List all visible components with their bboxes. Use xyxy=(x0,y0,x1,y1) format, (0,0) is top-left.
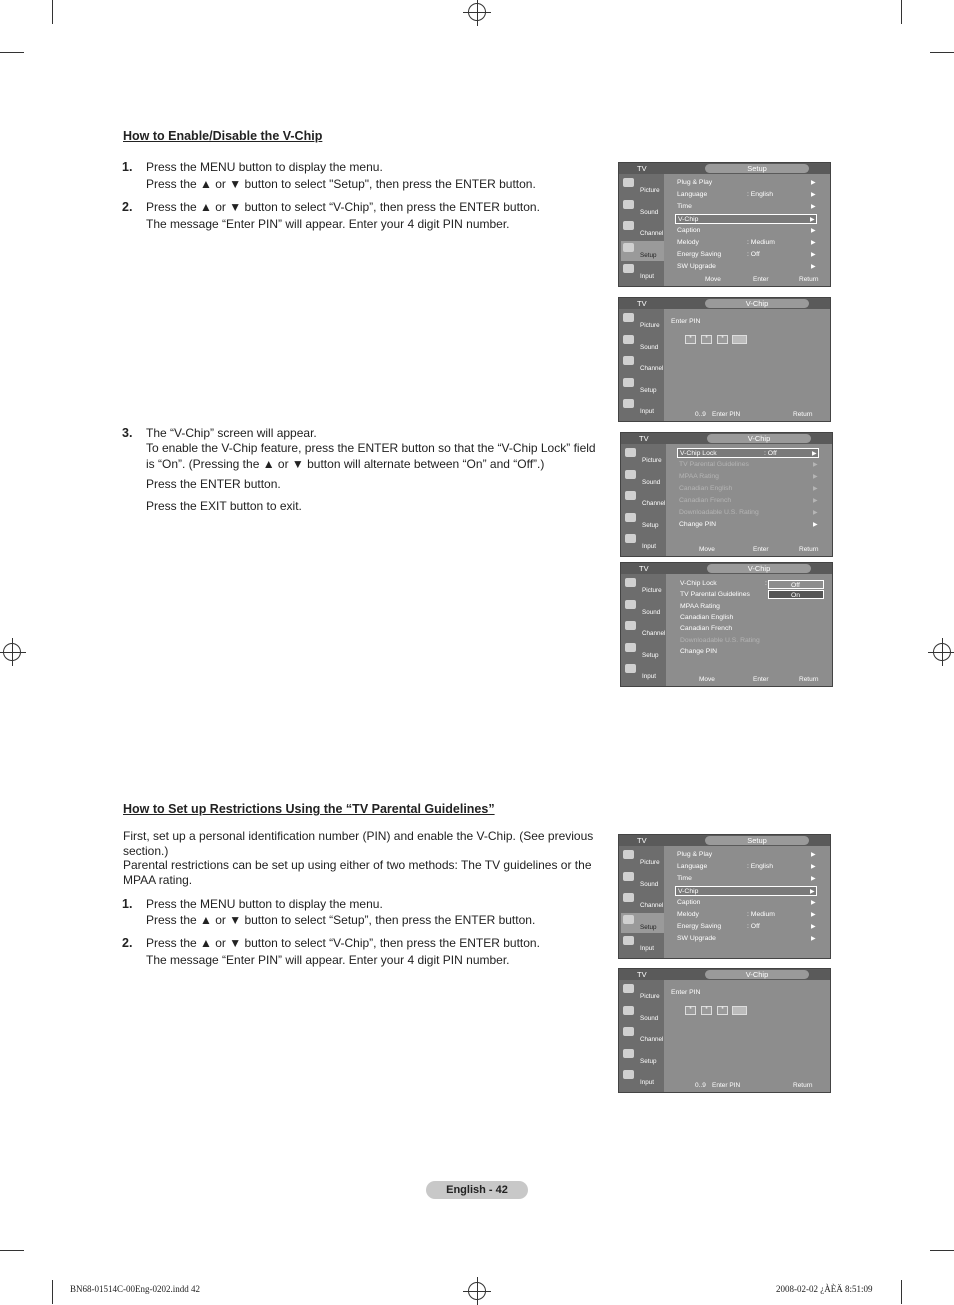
menu-row-label: Language xyxy=(677,191,708,198)
menu-row xyxy=(677,250,817,260)
channel-icon xyxy=(625,491,636,500)
page-number: English - 42 xyxy=(426,1181,528,1199)
sidebar-item-label: Input xyxy=(642,543,657,550)
foot-move: Move xyxy=(699,676,715,683)
channel-icon xyxy=(623,1027,634,1036)
menu-row xyxy=(677,190,817,200)
chevron-right-icon: ▶ xyxy=(811,912,816,918)
tv-screen-vchip xyxy=(620,432,833,557)
menu-row xyxy=(677,178,817,188)
step-text: Press the ▲ or ▼ button to select “V-Chip”, then press the ENTER button. xyxy=(146,936,540,950)
menu-row xyxy=(677,910,817,920)
chevron-right-icon: ▶ xyxy=(811,264,816,270)
foot-move: Move xyxy=(705,276,721,283)
foot-return: Return xyxy=(793,1082,813,1089)
sound-icon xyxy=(625,470,636,479)
chevron-right-icon: ▶ xyxy=(813,474,818,480)
step-text: Press the ▲ or ▼ button to select “Setup”, then press the ENTER button. xyxy=(146,913,536,927)
menu-row xyxy=(680,636,820,646)
sidebar-item-label: Channel xyxy=(640,365,664,372)
sidebar-item-label: Picture xyxy=(642,587,662,594)
sidebar-item-label: Sound xyxy=(642,608,661,616)
foot-enter: Enter xyxy=(753,546,769,553)
chevron-right-icon: ▶ xyxy=(811,204,816,210)
chevron-right-icon: ▶ xyxy=(810,889,815,895)
tv-screen-setup xyxy=(618,834,831,959)
chevron-right-icon: ▶ xyxy=(813,486,818,492)
chevron-right-icon: ▶ xyxy=(811,864,816,870)
tv-screen-enter-pin xyxy=(618,968,831,1093)
menu-row-label: Change PIN xyxy=(679,521,717,528)
pin-digit-box: * xyxy=(701,1006,712,1015)
menu-row-label: Caption xyxy=(677,899,701,906)
chevron-right-icon: ▶ xyxy=(811,900,816,906)
step-text: Press the MENU button to display the menu. xyxy=(146,897,383,911)
foot-move: Move xyxy=(699,546,715,553)
channel-icon xyxy=(623,893,634,902)
chevron-right-icon: ▶ xyxy=(811,936,816,942)
step-text: Press the EXIT button to exit. xyxy=(146,499,302,513)
menu-row xyxy=(677,850,817,860)
tv-sidebar xyxy=(621,444,666,556)
sidebar-item-setup xyxy=(621,376,664,396)
chevron-right-icon: ▶ xyxy=(811,852,816,858)
screen-title: V-Chip xyxy=(705,970,809,979)
screen-title: V-Chip xyxy=(707,564,811,573)
setup-icon xyxy=(625,643,636,652)
menu-row-label: Canadian French xyxy=(680,625,733,633)
tv-sidebar xyxy=(621,574,666,686)
sound-icon xyxy=(623,872,634,881)
crop-mark xyxy=(52,1280,53,1304)
sidebar-item-label: Setup xyxy=(640,251,657,259)
chevron-right-icon: ▶ xyxy=(811,252,816,258)
menu-row xyxy=(679,484,819,494)
setup-icon xyxy=(623,915,634,924)
sound-icon xyxy=(623,335,634,344)
sidebar-item-label: Channel xyxy=(642,500,666,507)
chevron-right-icon: ▶ xyxy=(811,180,816,186)
sidebar-item-label: Input xyxy=(640,1079,655,1086)
foot-return: Return xyxy=(799,276,819,283)
step-number: 1. xyxy=(122,160,133,174)
step-text: The message “Enter PIN” will appear. Enter your 4 digit PIN number. xyxy=(146,953,510,967)
sidebar-item-picture xyxy=(621,982,664,1002)
pin-digit-box: * xyxy=(685,1006,696,1015)
chevron-right-icon: ▶ xyxy=(812,451,817,457)
sidebar-item-label: Sound xyxy=(640,880,659,888)
menu-row xyxy=(680,647,820,657)
chevron-right-icon: ▶ xyxy=(813,510,818,516)
registration-mark-icon xyxy=(468,3,486,21)
intro-text: Parental restrictions can be set up using either of two methods: The TV guidelines or the MPAA rating. xyxy=(123,858,592,887)
foot-return: Return xyxy=(799,676,819,683)
picture-icon xyxy=(625,578,636,587)
menu-row-label: Caption xyxy=(677,227,701,234)
sidebar-item-setup xyxy=(621,913,664,933)
input-icon xyxy=(623,399,634,408)
registration-mark-icon xyxy=(3,643,21,661)
chevron-right-icon: ▶ xyxy=(811,228,816,234)
menu-row-label: Canadian English xyxy=(680,613,734,621)
tv-sidebar xyxy=(619,309,664,421)
menu-row-label: V-Chip Lock xyxy=(680,450,717,457)
sidebar-item-label: Sound xyxy=(640,208,659,216)
sidebar-item-sound xyxy=(621,870,664,890)
menu-row-value: : Medium xyxy=(747,239,775,246)
menu-row-label: Downloadable U.S. Rating xyxy=(679,509,759,516)
pin-digit-cursor xyxy=(732,1006,747,1015)
setup-icon xyxy=(623,243,634,252)
menu-row-value: : Off xyxy=(747,251,760,258)
menu-row-label: Time xyxy=(677,203,692,210)
menu-row xyxy=(679,496,819,506)
tv-sidebar xyxy=(619,174,664,286)
sidebar-item-input xyxy=(621,262,664,282)
chevron-right-icon: ▶ xyxy=(813,522,818,528)
sidebar-item-input xyxy=(621,934,664,954)
foot-enter: Enter xyxy=(753,276,769,283)
menu-row-label: SW Upgrade xyxy=(677,935,716,942)
crop-mark xyxy=(0,1250,24,1251)
menu-row xyxy=(677,934,817,944)
intro-text: First, set up a personal identification number (PIN) and enable the V-Chip. (See previous section.) xyxy=(123,829,594,858)
menu-row xyxy=(677,226,817,236)
chevron-right-icon: ▶ xyxy=(811,192,816,198)
sidebar-item-label: Picture xyxy=(642,457,662,464)
sidebar-item-label: Channel xyxy=(642,630,666,637)
menu-row xyxy=(679,460,819,470)
picture-icon xyxy=(623,850,634,859)
input-icon xyxy=(625,664,636,673)
menu-row-label: Energy Saving xyxy=(677,251,722,258)
sidebar-item-picture xyxy=(623,446,666,466)
sidebar-item-label: Sound xyxy=(640,1014,659,1022)
option-off: Off xyxy=(768,580,824,589)
option-colon: : xyxy=(765,580,767,587)
sidebar-item-label: Sound xyxy=(640,343,659,351)
picture-icon xyxy=(625,448,636,457)
input-icon xyxy=(625,534,636,543)
menu-row xyxy=(679,472,819,482)
menu-row-value: : English xyxy=(747,863,774,870)
sidebar-item-label: Sound xyxy=(642,478,661,486)
setup-icon xyxy=(623,378,634,387)
tv-label: TV xyxy=(639,564,649,573)
chevron-right-icon: ▶ xyxy=(813,462,818,468)
step-text: Press the ▲ or ▼ button to select "Setup", then press the ENTER button. xyxy=(146,177,536,191)
foot-enter: Enter xyxy=(753,676,769,683)
sidebar-item-channel xyxy=(623,619,666,639)
chevron-right-icon: ▶ xyxy=(810,217,815,223)
option-on: On xyxy=(768,590,824,599)
picture-icon xyxy=(623,984,634,993)
sidebar-item-label: Input xyxy=(640,945,655,952)
registration-mark-icon xyxy=(468,1282,486,1300)
menu-row xyxy=(677,874,817,884)
channel-icon xyxy=(623,356,634,365)
sidebar-item-sound xyxy=(621,1004,664,1024)
sidebar-item-label: Picture xyxy=(640,187,660,194)
sidebar-item-input xyxy=(623,662,666,682)
menu-row-label: V-Chip xyxy=(678,888,699,895)
menu-row xyxy=(680,613,820,623)
sidebar-item-label: Setup xyxy=(640,923,657,931)
menu-row xyxy=(680,624,820,634)
sidebar-item-label: Picture xyxy=(640,322,660,329)
menu-row-label: Language xyxy=(677,863,708,870)
menu-row-label: Change PIN xyxy=(680,647,718,655)
menu-row xyxy=(675,886,817,896)
screen-title: V-Chip xyxy=(707,434,811,443)
sound-icon xyxy=(623,200,634,209)
sidebar-item-label: Channel xyxy=(640,230,664,237)
step-text: The message “Enter PIN” will appear. Enter your 4 digit PIN number. xyxy=(146,217,510,231)
crop-mark xyxy=(930,52,954,53)
crop-mark xyxy=(930,1250,954,1251)
menu-row-value: : Off xyxy=(747,923,760,930)
foot-return: Return xyxy=(799,546,819,553)
sidebar-item-channel xyxy=(621,354,664,374)
sidebar-item-setup xyxy=(621,1047,664,1067)
screen-title: V-Chip xyxy=(705,299,809,308)
sidebar-item-channel xyxy=(621,219,664,239)
pin-digit-box: * xyxy=(717,335,728,344)
chevron-right-icon: ▶ xyxy=(811,924,816,930)
menu-row xyxy=(680,602,820,612)
tv-label: TV xyxy=(639,434,649,443)
tv-screen-enter-pin xyxy=(618,297,831,422)
chevron-right-icon: ▶ xyxy=(813,498,818,504)
tv-label: TV xyxy=(637,836,647,845)
sidebar-item-input xyxy=(621,397,664,417)
menu-row-value: : Off xyxy=(764,450,777,457)
step-text: To enable the V-Chip feature, press the ENTER button so that the “V-Chip Lock” field is “On”. (Pressing the ▲ or ▼ button will alternate between “On” and “Off”.) xyxy=(146,441,596,471)
menu-row-label: Time xyxy=(677,875,692,882)
menu-row-label: TV Parental Guidelines xyxy=(679,461,749,468)
input-icon xyxy=(623,1070,634,1079)
step-text: Press the ▲ or ▼ button to select “V-Chip”, then press the ENTER button. xyxy=(146,200,540,214)
crop-mark xyxy=(0,52,24,53)
sidebar-item-label: Setup xyxy=(640,1057,657,1065)
menu-row-label: V-Chip Lock xyxy=(680,580,717,587)
sidebar-item-picture xyxy=(621,311,664,331)
sound-icon xyxy=(625,600,636,609)
sidebar-item-label: Setup xyxy=(640,386,657,394)
menu-row-label: MPAA Rating xyxy=(680,602,720,610)
screen-title: Setup xyxy=(705,164,809,173)
menu-row-label: Plug & Play xyxy=(677,851,713,858)
chevron-right-icon: ▶ xyxy=(811,240,816,246)
sidebar-item-sound xyxy=(623,598,666,618)
sidebar-item-label: Input xyxy=(640,408,655,415)
footer-timestamp: 2008-02-02 ¿ÀÈÄ 8:51:09 xyxy=(776,1284,873,1294)
sidebar-item-label: Setup xyxy=(642,651,659,659)
menu-row-label: Downloadable U.S. Rating xyxy=(680,636,760,644)
step-number: 3. xyxy=(122,426,133,440)
menu-row-value: : Medium xyxy=(747,911,775,918)
sidebar-item-picture xyxy=(621,176,664,196)
sidebar-item-picture xyxy=(623,576,666,596)
tv-label: TV xyxy=(637,164,647,173)
sound-icon xyxy=(623,1006,634,1015)
menu-row-label: TV Parental Guidelines xyxy=(680,591,750,599)
step-number: 1. xyxy=(122,897,133,911)
menu-row-label: Canadian French xyxy=(679,497,732,504)
tv-sidebar xyxy=(619,980,664,1092)
menu-row-label: V-Chip xyxy=(678,216,699,223)
menu-row xyxy=(675,214,817,224)
sidebar-item-picture xyxy=(621,848,664,868)
pin-digit-box: * xyxy=(685,335,696,344)
sidebar-item-channel xyxy=(621,891,664,911)
sidebar-item-label: Setup xyxy=(642,521,659,529)
screen-title: Setup xyxy=(705,836,809,845)
step-text: Press the ENTER button. xyxy=(146,477,281,491)
menu-row xyxy=(677,262,817,272)
menu-row-label: Energy Saving xyxy=(677,923,722,930)
pin-digit-box: * xyxy=(701,335,712,344)
enter-pin-label: Enter PIN xyxy=(671,989,701,996)
tv-screen-setup xyxy=(618,162,831,287)
sidebar-item-setup xyxy=(623,511,666,531)
sidebar-item-sound xyxy=(621,198,664,218)
foot-digits: 0..9 xyxy=(695,411,706,418)
menu-row-value: : English xyxy=(747,191,774,198)
menu-row xyxy=(677,202,817,212)
section-heading: How to Set up Restrictions Using the “TV Parental Guidelines” xyxy=(123,802,495,816)
input-icon xyxy=(623,264,634,273)
sidebar-item-label: Channel xyxy=(640,902,664,909)
menu-row xyxy=(677,922,817,932)
setup-icon xyxy=(625,513,636,522)
sidebar-item-input xyxy=(623,532,666,552)
sidebar-item-channel xyxy=(621,1025,664,1045)
menu-row-label: Canadian English xyxy=(679,485,733,492)
pin-digit-box: * xyxy=(717,1006,728,1015)
menu-row-label: MPAA Rating xyxy=(679,473,719,480)
input-icon xyxy=(623,936,634,945)
channel-icon xyxy=(625,621,636,630)
crop-mark xyxy=(52,0,53,24)
sidebar-item-sound xyxy=(621,333,664,353)
registration-mark-icon xyxy=(933,643,951,661)
channel-icon xyxy=(623,221,634,230)
sidebar-item-sound xyxy=(623,468,666,488)
section-heading: How to Enable/Disable the V-Chip xyxy=(123,129,323,143)
foot-enter-pin: Enter PIN xyxy=(712,1082,741,1089)
picture-icon xyxy=(623,313,634,322)
menu-row-label: SW Upgrade xyxy=(677,263,716,270)
menu-row xyxy=(679,508,819,518)
foot-enter-pin: Enter PIN xyxy=(712,411,741,418)
footer-file: BN68-01514C-00Eng-0202.indd 42 xyxy=(70,1284,200,1294)
sidebar-item-label: Picture xyxy=(640,859,660,866)
picture-icon xyxy=(623,178,634,187)
menu-row xyxy=(677,448,819,458)
pin-digit-cursor xyxy=(732,335,747,344)
menu-row-label: Melody xyxy=(677,911,699,918)
tv-sidebar xyxy=(619,846,664,958)
menu-row xyxy=(679,520,819,530)
sidebar-item-setup xyxy=(623,641,666,661)
menu-row xyxy=(677,862,817,872)
sidebar-item-label: Channel xyxy=(640,1036,664,1043)
sidebar-item-label: Input xyxy=(642,673,657,680)
crop-mark xyxy=(901,1280,902,1304)
foot-digits: 0..9 xyxy=(695,1082,706,1089)
foot-return: Return xyxy=(793,411,813,418)
menu-row-label: Plug & Play xyxy=(677,179,713,186)
menu-row-label: Melody xyxy=(677,239,699,246)
enter-pin-label: Enter PIN xyxy=(671,318,701,325)
sidebar-item-label: Input xyxy=(640,273,655,280)
chevron-right-icon: ▶ xyxy=(811,876,816,882)
step-number: 2. xyxy=(122,936,133,950)
menu-row xyxy=(677,238,817,248)
tv-label: TV xyxy=(637,299,647,308)
sidebar-item-channel xyxy=(623,489,666,509)
step-text: The “V-Chip” screen will appear. xyxy=(146,426,317,440)
sidebar-item-setup xyxy=(621,241,664,261)
setup-icon xyxy=(623,1049,634,1058)
tv-screen-vchip-lock xyxy=(620,562,833,687)
sidebar-item-input xyxy=(621,1068,664,1088)
step-text: Press the MENU button to display the menu. xyxy=(146,160,383,174)
crop-mark xyxy=(901,0,902,24)
sidebar-item-label: Picture xyxy=(640,993,660,1000)
menu-row xyxy=(677,898,817,908)
tv-label: TV xyxy=(637,970,647,979)
step-number: 2. xyxy=(122,200,133,214)
